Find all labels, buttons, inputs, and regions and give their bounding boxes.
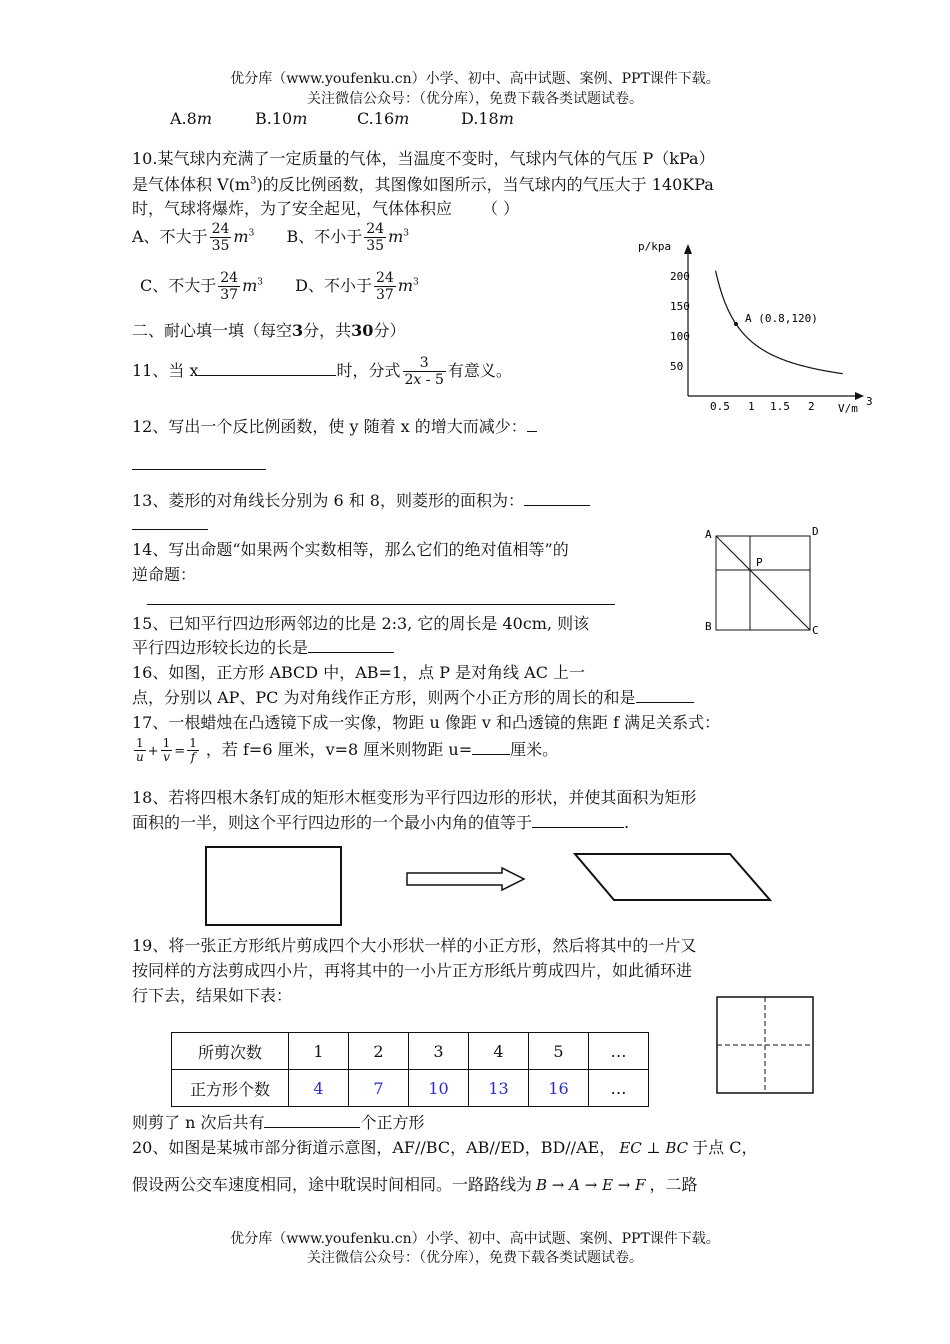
graph-point-label: A (0.8,120) [745, 312, 818, 325]
q11-blank [198, 361, 336, 376]
q15-line-2: 平行四边形较长边的长是 [132, 635, 394, 658]
graph-ytick: 150 [670, 300, 690, 313]
table-cell: 2 [349, 1033, 409, 1070]
rectangle-frame [206, 847, 341, 925]
q17-line-1: 17、一根蜡烛在凸透镜下成一实像，物距 u 像距 v 和凸透镜的焦距 f 满足关系式： [132, 713, 721, 732]
graph-point-a [734, 322, 738, 326]
q18-line-1: 18、若将四根木条钉成的矩形木框变形为平行四边形的形状，并使其面积为矩形 [132, 788, 697, 807]
q14-blank-line [147, 604, 615, 605]
label-p: P [756, 556, 763, 569]
cuts-table [171, 1032, 649, 1107]
q14-line-1: 14、写出命题“如果两个实数相等，那么它们的绝对值相等”的 [132, 540, 569, 559]
q13-blank-line [132, 529, 208, 530]
q19-line-2: 按同样的方法剪成四小片，再将其中的一小片正方形纸片剪成四片，如此循环进 [132, 961, 693, 980]
q15-line-1: 15、已知平行四边形两邻边的比是 2:3, 它的周长是 40cm, 则该 [132, 614, 590, 633]
table-header-cell: 正方形个数 [172, 1070, 289, 1107]
table-cell: 10 [409, 1070, 469, 1107]
q17-line-2: $\frac{1}{u}$ + $\frac{1}{v}$ = $\frac{1}{f}$ ，若 f=6 厘米，v=8 厘米则物距 u= 厘米。 [136, 736, 559, 764]
graph-xtick: 2 [808, 400, 815, 413]
q20-line-1: 20、如图是某城市部分街道示意图，AF//BC，AB//ED，BD//AE， EC ⊥ BC 于点 C， [132, 1138, 758, 1157]
label-a: A [705, 528, 712, 541]
parallelogram-frame [575, 854, 770, 900]
table-cell: 16 [529, 1070, 589, 1107]
table-row [172, 1033, 649, 1070]
header-line-1: 优分库（www.youfenku.cn）小学、初中、高中试题、案例、PPT课件下载。 [230, 71, 720, 87]
graph-xtick: 0.5 [710, 400, 730, 413]
q11: 11、当 x 时，分式 $\frac{3}{2x - 5}$ 有意义。 [132, 355, 512, 388]
q10-line-1: 10.某气球内充满了一定质量的气体，当温度不变时，气球内气体的气压 P（kPa） [132, 149, 715, 168]
q9-option-d: D.18m [461, 109, 514, 128]
section-2-heading: 二、耐心填一填（每空3分，共30分） [132, 321, 406, 340]
header-line-2: 关注微信公众号：（优分库），免费下载各类试题试卷。 [307, 91, 643, 107]
q10-line-3: 时，气球将爆炸，为了安全起见，气体体积应 （ ） [132, 199, 520, 218]
q16-line-2: 点，分别以 AP、PC 为对角线作正方形，则两个小正方形的周长的和是 [132, 685, 694, 708]
q16-line-1: 16、如图，正方形 ABCD 中，AB=1，点 P 是对角线 AC 上一 [132, 663, 586, 682]
q12-blank-line [132, 469, 266, 470]
graph-x-label-sup: 3 [866, 395, 873, 408]
q19-line-1: 19、将一张正方形纸片剪成四个大小形状一样的小正方形，然后将其中的一片又 [132, 936, 697, 955]
rectangle-to-parallelogram-figure [200, 842, 780, 932]
table-cell: 5 [529, 1033, 589, 1070]
graph-xtick: 1 [748, 400, 755, 413]
q18-line-2: 面积的一半，则这个平行四边形的一个最小内角的值等于 . [132, 813, 630, 832]
table-cell: … [589, 1033, 649, 1070]
q19-line-3: 行下去，结果如下表： [132, 986, 293, 1005]
graph-xtick: 1.5 [770, 400, 790, 413]
footer-line-1: 优分库（www.youfenku.cn）小学、初中、高中试题、案例、PPT课件下载。 [230, 1231, 720, 1247]
q9-option-c: C.16m [357, 109, 410, 128]
table-header-cell: 所剪次数 [172, 1033, 289, 1070]
table-cell: 4 [289, 1070, 349, 1107]
table-cell: 7 [349, 1070, 409, 1107]
graph-ytick: 100 [670, 330, 690, 343]
diagonal-ac [716, 536, 810, 630]
q12: 12、写出一个反比例函数，使 y 随着 x 的增大而减少： [132, 414, 537, 437]
q9-option-b: B.10m [255, 109, 308, 128]
q10-options-ab: A、不大于 $\frac{24}{35}$ $m^3$ B、不小于 $\frac{24}{35}$ $m^3$ [132, 221, 409, 254]
table-cell: 1 [289, 1033, 349, 1070]
q20-line-2: 假设两公交车速度相同，途中耽误时间相同。一路路线为 B → A → E → F ，二路 [132, 1175, 698, 1194]
pressure-volume-graph [630, 230, 880, 420]
table-cell: 4 [469, 1033, 529, 1070]
graph-ytick: 200 [670, 270, 690, 283]
cut-paper-square-figure [712, 992, 822, 1097]
graph-ytick: 50 [670, 360, 684, 373]
q13: 13、菱形的对角线长分别为 6 和 8，则菱形的面积为： [132, 488, 590, 511]
graph-x-arrow [855, 392, 864, 400]
q10-options-cd: C、不大于 $\frac{24}{37}$ $m^3$ D、不小于 $\frac{24}{37}$ $m^3$ [140, 270, 419, 303]
square-abcd-figure [700, 522, 830, 638]
table-cell: 13 [469, 1070, 529, 1107]
table-cell: … [589, 1070, 649, 1107]
q19-after: 则剪了 n 次后共有 个正方形 [132, 1113, 425, 1132]
hollow-arrow [407, 868, 524, 890]
graph-x-label: V/m [838, 402, 858, 415]
q10-line-2: 是气体体积 $V(m^3)$的反比例函数，其图像如图所示，当气球内的气压大于 140KPa [132, 175, 714, 194]
label-d: D [812, 525, 819, 538]
graph-y-label: p/kpa [638, 240, 672, 253]
q9-option-a: A.8m [170, 109, 212, 128]
table-row [172, 1070, 649, 1107]
table-cell: 3 [409, 1033, 469, 1070]
label-b: B [705, 620, 712, 633]
footer-line-2: 关注微信公众号：（优分库），免费下载各类试题试卷。 [307, 1250, 643, 1266]
graph-y-arrow [684, 244, 692, 254]
label-c: C [812, 624, 819, 637]
q14-line-2: 逆命题： [132, 565, 197, 584]
